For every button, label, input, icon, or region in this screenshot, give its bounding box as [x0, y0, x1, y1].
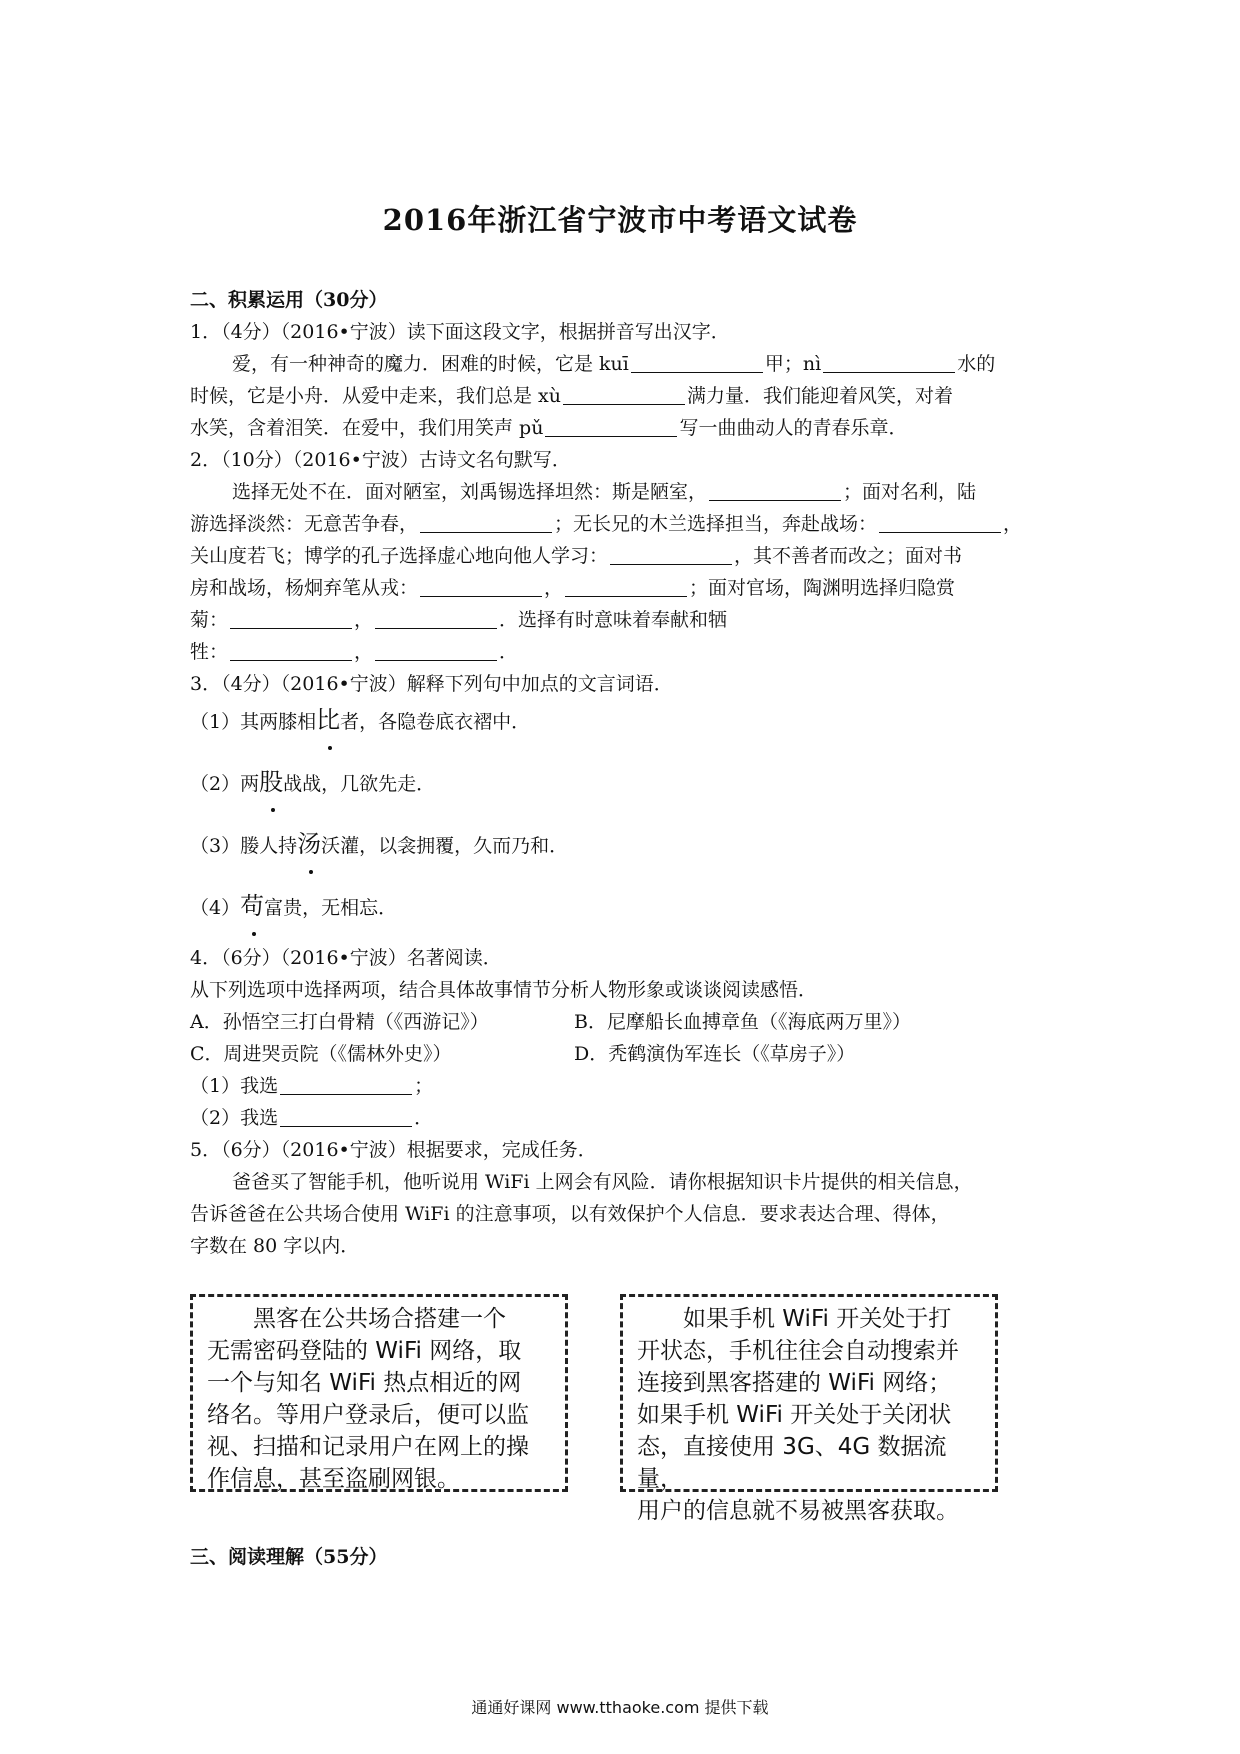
text-span: 写一曲曲动人的青春乐章． [679, 417, 908, 439]
text-span: 者，各隐卷底衣褶中． [340, 711, 531, 733]
question-2 [190, 444, 1060, 668]
question-5 [190, 1134, 1060, 1262]
text-span: 战战，几欲先走． [283, 773, 436, 795]
knowledge-card-left [190, 1294, 568, 1492]
answer-blank[interactable] [565, 576, 687, 597]
option-b: B．尼摩船长血搏章鱼（《海底两万里》） [574, 1011, 911, 1033]
text-span: 沃灌，以衾拥覆，久而乃和． [321, 835, 569, 857]
text-span: ，其不善者而改之；面对书 [734, 545, 963, 567]
question-header: 1．（4分）（2016•宁波）读下面这段文字，根据拼音写出汉字． [190, 321, 730, 343]
text-span: 选择无处不在．面对陋室，刘禹锡选择坦然：斯是陋室， [232, 481, 708, 503]
answer-blank[interactable] [610, 544, 732, 565]
answer-blank[interactable] [420, 576, 542, 597]
dotted-word: 股 [259, 768, 284, 796]
text-span: 时候，它是小舟．从爱中走来，我们总是 xù [190, 385, 561, 407]
answer-blank[interactable] [230, 640, 352, 661]
answer-line [190, 1102, 1060, 1134]
text-span: ．选择有时意味着奉献和牺 [499, 609, 728, 631]
question-header: 4．（6分）（2016•宁波）名著阅读． [190, 947, 502, 969]
text-span: ， [544, 577, 564, 599]
card-line: 连接到黑客搭建的 WiFi 网络； [637, 1370, 952, 1396]
section-heading: 三、阅读理解（55分） [190, 1546, 388, 1568]
question-text [190, 572, 1060, 604]
text-span: ， [1003, 513, 1023, 535]
question-text: 爸爸买了智能手机，他听说用 WiFi 上网会有风险．请你根据知识卡片提供的相关信息， [232, 1171, 973, 1193]
dotted-word: 比 [316, 706, 341, 734]
text-span: 富贵，无相忘． [264, 897, 398, 919]
question-text [190, 508, 1060, 540]
dotted-word: 苟 [240, 892, 265, 920]
question-3 [190, 668, 1060, 942]
question-text [190, 380, 1060, 412]
card-line: 视、扫描和记录用户在网上的操 [207, 1434, 529, 1460]
answer-blank[interactable] [280, 1106, 412, 1127]
answer-blank[interactable] [709, 480, 841, 501]
card-line: 络名。等用户登录后，便可以监 [207, 1402, 529, 1428]
answer-blank[interactable] [375, 640, 497, 661]
page-title: 2016年浙江省宁波市中考语文试卷 [382, 203, 858, 237]
question-text [190, 476, 1060, 508]
question-item [190, 704, 1060, 766]
card-line: 用户的信息就不易被黑客获取。 [637, 1498, 959, 1524]
question-4 [190, 942, 1060, 1134]
answer-blank[interactable] [563, 384, 685, 405]
text-span: （2）两 [190, 773, 260, 795]
text-span: ；无长兄的木兰选择担当，奔赴战场： [554, 513, 878, 535]
question-text [190, 412, 1060, 444]
question-text: 告诉爸爸在公共场合使用 WiFi 的注意事项，以有效保护个人信息．要求表达合理、得体， [190, 1203, 950, 1225]
answer-blank[interactable] [230, 608, 352, 629]
question-item [190, 828, 1060, 890]
text-span: 房和战场，杨炯弃笔从戎： [190, 577, 419, 599]
answer-blank[interactable] [545, 416, 677, 437]
card-line: 如果手机 WiFi 开关处于关闭状 [637, 1402, 952, 1428]
text-span: 爱，有一种神奇的魔力．困难的时候，它是 kuī [232, 353, 629, 375]
text-span: （3）媵人持 [190, 835, 298, 857]
text-span: 关山度若飞；博学的孔子选择虚心地向他人学习： [190, 545, 609, 567]
question-item [190, 890, 1060, 942]
option-d: D．秃鹤演伪军连长（《草房子》） [574, 1043, 856, 1065]
section-heading: 二、积累运用（30分） [190, 289, 388, 311]
card-line: 如果手机 WiFi 开关处于打 [683, 1306, 952, 1332]
answer-blank[interactable] [823, 352, 955, 373]
text-span: 游选择淡然：无意苦争春， [190, 513, 419, 535]
knowledge-card-right [620, 1294, 998, 1524]
text-span: ． [414, 1107, 434, 1129]
question-text [190, 540, 1060, 572]
question-text [190, 348, 1060, 380]
answer-blank[interactable] [375, 608, 497, 629]
card-line: 黑客在公共场合搭建一个 [253, 1306, 506, 1332]
answer-line [190, 1070, 1060, 1102]
question-header: 2．（10分）（2016•宁波）古诗文名句默写． [190, 449, 571, 471]
text-span: （2）我选 [190, 1107, 279, 1129]
option-row [190, 1038, 1060, 1070]
text-span: 满力量．我们能迎着风笑，对着 [687, 385, 954, 407]
text-span: ， [354, 609, 374, 631]
text-span: 牲： [190, 641, 229, 663]
question-text [190, 604, 1060, 636]
text-span: （1）其两膝相 [190, 711, 317, 733]
page-footer: 通通好课网 www.tthaoke.com 提供下载 [471, 1698, 769, 1717]
question-instruction: 从下列选项中选择两项，结合具体故事情节分析人物形象或谈谈阅读感悟． [190, 979, 818, 1001]
card-line: 无需密码登陆的 WiFi 网络，取 [207, 1338, 522, 1364]
question-1 [190, 316, 1060, 444]
answer-blank[interactable] [879, 512, 1001, 533]
text-span: （4） [190, 897, 241, 919]
text-span: 菊： [190, 609, 229, 631]
option-a: A．孙悟空三打白骨精（《西游记》） [190, 1011, 489, 1033]
answer-blank[interactable] [631, 352, 763, 373]
card-line: 态，直接使用 3G、4G 数据流量， [637, 1434, 947, 1492]
text-span: ；面对官场，陶渊明选择归隐赏 [689, 577, 956, 599]
text-span: 水笑，含着泪笑．在爱中，我们用笑声 pǔ [190, 417, 544, 439]
card-line: 作信息，甚至盗刷网银。 [207, 1466, 460, 1492]
text-span: ；面对名利，陆 [843, 481, 977, 503]
question-header: 5．（6分）（2016•宁波）根据要求，完成任务． [190, 1139, 597, 1161]
question-text [190, 636, 1060, 668]
text-span: （1）我选 [190, 1075, 279, 1097]
section-2 [190, 284, 1060, 1262]
text-span: 甲；nì [764, 353, 822, 375]
card-line: 开状态，手机往往会自动搜索并 [637, 1338, 959, 1364]
question-text: 字数在 80 字以内． [190, 1235, 360, 1257]
text-span: 水的 [957, 353, 996, 375]
question-header: 3．（4分）（2016•宁波）解释下列句中加点的文言词语． [190, 673, 673, 695]
dotted-word: 汤 [297, 830, 322, 858]
answer-blank[interactable] [280, 1074, 412, 1095]
text-span: ， [354, 641, 374, 663]
text-span: ． [499, 641, 519, 663]
text-span: ； [414, 1075, 434, 1097]
card-line: 一个与知名 WiFi 热点相近的网 [207, 1370, 522, 1396]
option-row [190, 1006, 1060, 1038]
answer-blank[interactable] [420, 512, 552, 533]
option-c: C．周进哭贡院（《儒林外史》） [190, 1043, 452, 1065]
question-item [190, 766, 1060, 828]
